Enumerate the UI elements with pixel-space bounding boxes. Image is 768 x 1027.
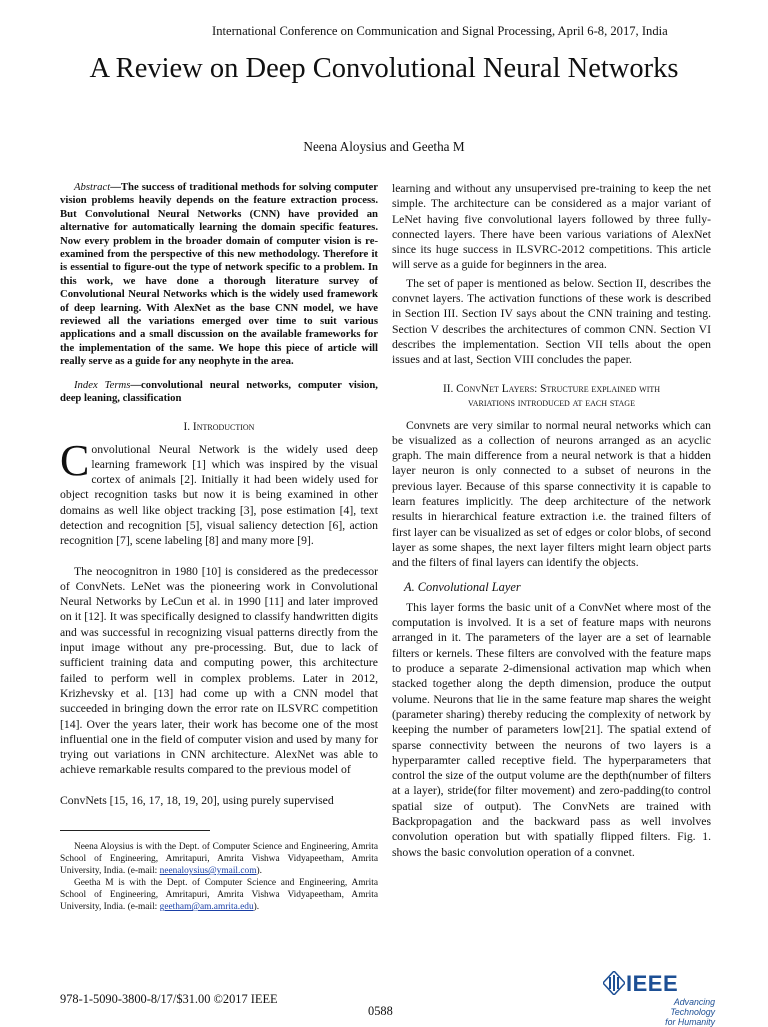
ieee-logo: [603, 970, 723, 1027]
paper-authors: Neena Aloysius and Geetha M: [303, 139, 465, 154]
intro-paragraph-1: [60, 435, 378, 549]
footnote-2-end: ).: [253, 902, 260, 913]
abstract-text: —The success of traditional methods for solving computer vision problems heavily depends on the feature extraction process. But Convolutional Neural Networks (CNN) have provided an alternative for automatically learning the domain specific features. Now every problem in the broader domain of computer vision is re-examined from the perspective of this new methodology. Therefore it is essential to figure-out the type of network specific to a problem. In this work, we have done a thorough literature survey of Convolutional Neural Networks which is the widely used framework of deep learning. With AlexNet as the base CNN model, we have reviewed all the variations emerged over time to suit various applications and a small discussion on the available frameworks for the implementation of the same. We hope this piece of article will really serve as a guide for any neophyte in the area.: [60, 181, 378, 368]
footnote-author-2: [60, 877, 378, 913]
subsection-heading-convolutional-layer: A. Convolutional Layer: [404, 579, 521, 594]
index-terms-label: Index Terms: [74, 378, 131, 391]
left-column: [60, 181, 378, 913]
email-link-1[interactable]: neenaloysius@ymail.com: [159, 866, 257, 877]
convnet-paragraph-1: Convnets are very similar to normal neural networks which can be visualized as a collection of neurons arranged as an acyclic graph. The main difference from a neural network is that a hidden layer neuron is only connected to a subset of neurons in the previous layer. Because of this sparse connectivity it is capable to learn features implicitly. The deep architecture of the network results in hierarchical feature extraction i.e. the trained filters of first layer can be visualized as set of edges or color blobs, of second layer as some shapes, the next layer filters might learn object parts and the filters of final layers can identify the objects.: [392, 418, 711, 570]
section-2-heading-line-1: II. ConvNet Layers: Structure explained with: [442, 382, 661, 395]
conference-header: International Conference on Communication and Signal Processing, April 6-8, 2017, India: [212, 24, 668, 38]
index-terms-text: —convolutional neural networks, computer vision, deep leaning, classification: [60, 378, 378, 405]
right-column: [392, 181, 711, 860]
footnote-1-end: ).: [256, 866, 262, 877]
email-link-2[interactable]: geetham@am.amrita.edu: [159, 902, 254, 913]
footnote-rule: [60, 830, 210, 831]
ieee-logo-text: IEEE: [626, 971, 679, 996]
section-heading-convnet-layers: [392, 382, 711, 410]
footnote-2-text: Geetha M is with the Dept. of Computer Science and Engineering, Amrita School of Engineering, Amritapuri, Amrita Vishwa Vidyapeetham, Amrita University, India. (e-mail:: [60, 878, 378, 913]
intro-paragraph-1-text: onvolutional Neural Network is the widely used deep learning framework [1] which was inspired by the visual cortex of animals [2]. Initially it had been widely used for object recognition tasks but now it is being examined in other domains as well like object tracking [3], pose estimation [4], text detection and recognition [5], visual saliency detection [6], action recognition [7], scene labeling [8] and many more [9].: [60, 442, 378, 548]
section-heading-introduction: I. Introduction: [183, 420, 255, 433]
intro-paragraph-5: The set of paper is mentioned as below. Section II, describes the convnet layers. The activation functions of these work is described in Section III. Section IV says about the CNN training and testing. Section V describes the architectures of common CNN. Section VI describes the implementation. Section VII tells about the open issues and at last, Section VIII concludes the paper.: [392, 276, 711, 367]
convnet-paragraph-2: This layer forms the basic unit of a ConvNet where most of the computation is involved. It is a set of feature maps with neurons arranged in it. The parameters of the layer are a set of learnable filters or kernels. These filters are convolved with the feature maps to produce a separate 2-dimensional activation map which when stacked together along the depth dimension, produce the output volume. Neurons that lie in the same feature map shares the weight (parameter sharing) thereby reducing the complexity of network by keeping the number of parameters low[21]. The spatial extend of sparse connectivity between the neurons of two layers is a hyperparamter called receptive field. The hyperparameters that control the size of the output volume are the depth(number of filters at a layer), stride(for filter movement) and zero-padding(to control spatial size of output). The ConvNets are trained with Backpropagation and the backward pass as well involves convolution operation but with spatially flipped filters. Fig. 1. shows the basic convolution operation of a convnet.: [392, 600, 711, 859]
ieee-tagline-1: Advancing Technology: [670, 997, 715, 1017]
ieee-diamond-icon: [603, 971, 625, 995]
abstract-label: Abstract: [74, 181, 111, 193]
section-2-heading-line-2: variations introduced at each stage: [468, 396, 635, 409]
paper-title: A Review on Deep Convolutional Neural Networks: [89, 53, 679, 84]
abstract: [60, 181, 378, 369]
intro-paragraph-2: The neocognitron in 1980 [10] is considered as the predecessor of ConvNets. LeNet was the pioneering work in Convolutional Neural Networks by LeCun et al. in 1990 [11] and later improved on it [12]. It was specifically designed to classify handwritten digits and was successful in recognizing visual patterns directly from the input image without any pre-processing. But, due to lack of sufficient training data and computing power, this architecture failed to perform well in complex problems. Later in 2012, Krizhevsky et al. [13] had come up with a CNN model that succeeded in bringing down the error rate on ILSVRC competition [14]. Over the years later, their work has become one of the most influential one in the field of computer vision and used by many for trying out variations in CNN architecture. AlexNet was able to achieve remarkable results compared to the previous model of: [60, 564, 378, 777]
ieee-tagline-2: for Humanity: [665, 1017, 715, 1027]
footnote-1-text: Neena Aloysius is with the Dept. of Computer Science and Engineering, Amrita School of Engineering, Amritapuri, Amrita Vishwa Vidyapeetham, Amrita University, India. (e-mail:: [60, 842, 378, 877]
intro-paragraph-3: ConvNets [15, 16, 17, 18, 19, 20], using purely supervised: [60, 793, 334, 807]
drop-cap: C: [60, 435, 90, 485]
isbn-footer: 978-1-5090-3800-8/17/$31.00 ©2017 IEEE: [60, 992, 278, 1006]
page-number: 0588: [368, 1004, 393, 1018]
footnote-author-1: [60, 841, 378, 877]
ieee-tagline: [633, 997, 715, 1027]
intro-paragraph-4: learning and without any unsupervised pre-training to keep the net simple. The architecture can be considered as a major variant of LeNet having five convolutional layers followed by three fully-connected layers. There have been various variations of AlexNet since its huge success in ILSVRC-2012 competitions. This article will serve as a guide for beginners in the area.: [392, 182, 711, 272]
index-terms: [60, 379, 378, 406]
